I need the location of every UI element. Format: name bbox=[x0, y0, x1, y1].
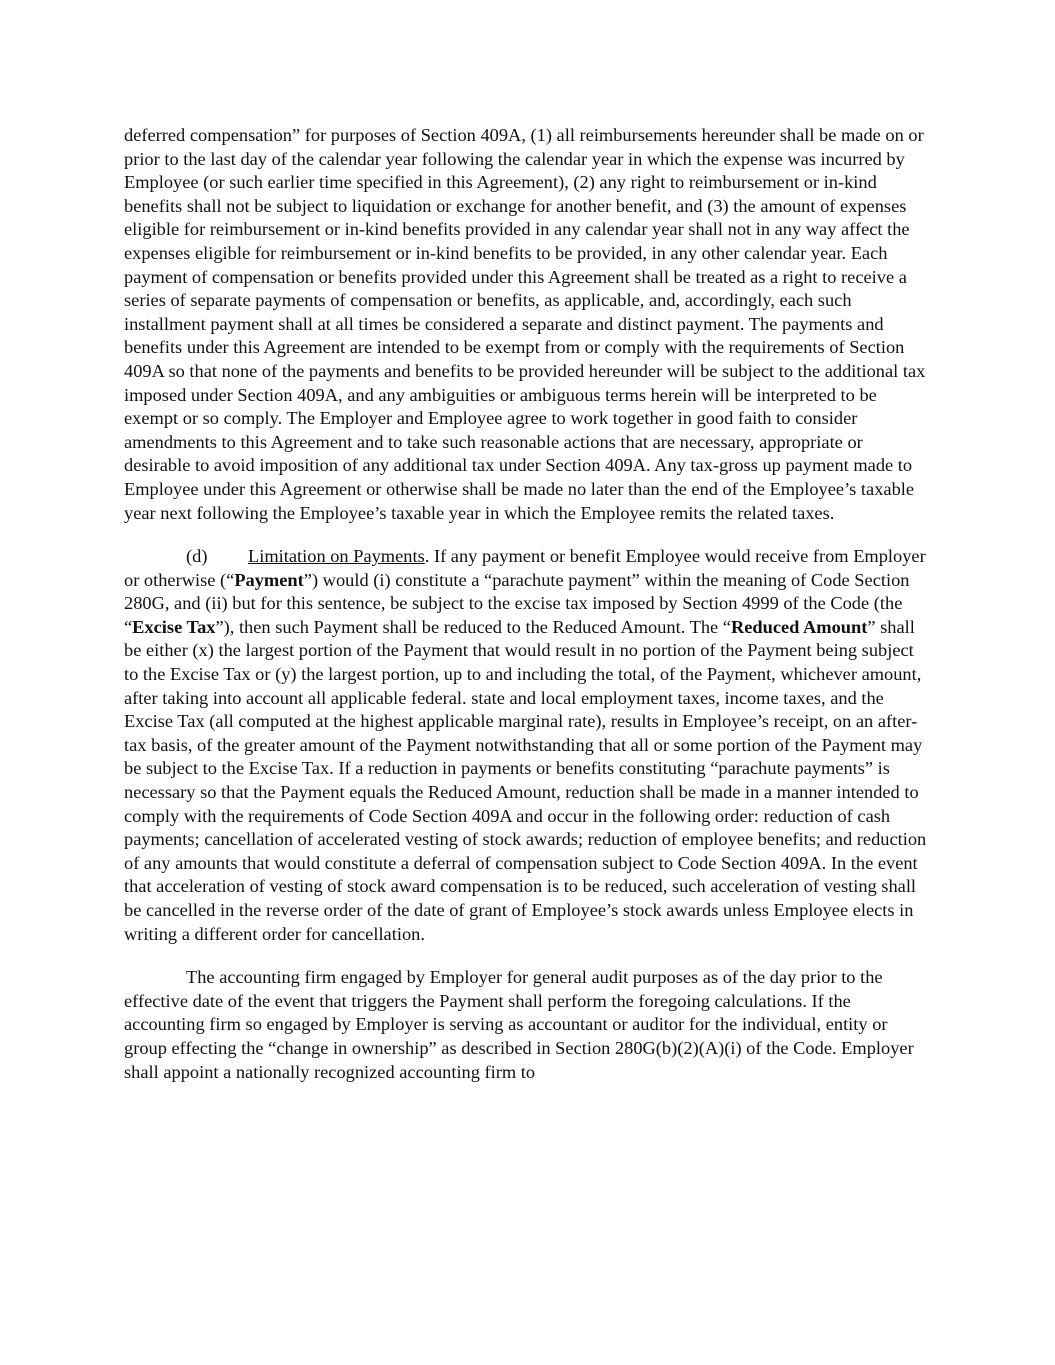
paragraph-text: ”) would (i) constitute a “parachute payment” within the meaning of Code Section 280G, and (ii) but for this sentence, be subject to the excise tax imposed by Section 4999 of the Code (the “ bbox=[124, 569, 910, 637]
defined-term-payment: Payment bbox=[234, 569, 304, 590]
paragraph-text: . If any payment or benefit Employee would receive from Employer or otherwise (“ bbox=[124, 546, 926, 590]
paragraph-text: ” shall be either (x) the largest portion of the Payment that would result in no portion of the Payment being subject to the Excise Tax or (y) the largest portion, up to and including the total, of the Payment, whichever amount, after taking into account all applicable federal. state and local employment taxes, income taxes, and the Excise Tax (all computed at the highest applicable marginal rate), results in Employee’s receipt, on an after-tax basis, of the greater amount of the Payment notwithstanding that all or some portion of the Payment may be subject to the Excise Tax. If a reduction in payments or benefits constituting “parachute payments” is necessary so that the Payment equals the Reduced Amount, reduction shall be made in a manner intended to comply with the requirements of Code Section 409A and occur in the following order: reduction of cash payments; cancellation of accelerated vesting of stock awards; reduction of employee benefits; and reduction of any amounts that would constitute a deferral of compensation subject to Code Section 409A. In the event that acceleration of vesting of stock award compensation is to be reduced, such acceleration of vesting shall be cancelled in the reverse order of the date of grant of Employee’s stock awards unless Employee elects in writing a different order for cancellation. bbox=[124, 616, 927, 944]
paragraph-accounting-firm: The accounting firm engaged by Employer for general audit purposes as of the day prior to the effective date of the event that triggers the Payment shall perform the foregoing calculations. If the accounting firm so engaged by Employer is serving as accountant or auditor for the individual, entity or group effecting the “change in ownership” as described in Section 280G(b)(2)(A)(i) of the Code. Employer shall appoint a nationally recognized accounting firm to bbox=[124, 967, 914, 1082]
paragraph-text: ”), then such Payment shall be reduced to the Reduced Amount. The “ bbox=[215, 616, 731, 637]
paragraph-409a-reimbursements: deferred compensation” for purposes of Section 409A, (1) all reimbursements hereunder shall be made on or prior to the last day of the calendar year following the calendar year in which the expense was incurred by Employee (or such earlier time specified in this Agreement), (2) any right to reimbursement or in-kind benefits shall not be subject to liquidation or exchange for another benefit, and (3) the amount of expenses eligible for reimbursement or in-kind benefits provided in any calendar year shall not in any way affect the expenses eligible for reimbursement or in-kind benefits to be provided, in any other calendar year. Each payment of compensation or benefits provided under this Agreement shall be treated as a right to receive a series of separate payments of compensation or benefits, as applicable, and, accordingly, each such installment payment shall at all times be considered a separate and distinct payment. The payments and benefits under this Agreement are intended to be exempt from or comply with the requirements of Section 409A so that none of the payments and benefits to be provided hereunder will be subject to the additional tax imposed under Section 409A, and any ambiguities or ambiguous terms herein will be interpreted to be exempt or so comply. The Employer and Employee agree to work together in good faith to consider amendments to this Agreement and to take such reasonable actions that are necessary, appropriate or desirable to avoid imposition of any additional tax under Section 409A. Any tax-gross up payment made to Employee under this Agreement or otherwise shall be made no later than the end of the Employee’s taxable year next following the Employee’s taxable year in which the Employee remits the related taxes. bbox=[124, 125, 926, 523]
section-number: (d) bbox=[186, 546, 208, 567]
defined-term-reduced-amount: Reduced Amount bbox=[730, 616, 868, 637]
document-page bbox=[124, 124, 932, 1104]
paragraph-limitation-on-payments bbox=[124, 545, 932, 946]
section-heading: Limitation on Payments bbox=[248, 546, 425, 567]
defined-term-excise-tax: Excise Tax bbox=[132, 616, 216, 637]
